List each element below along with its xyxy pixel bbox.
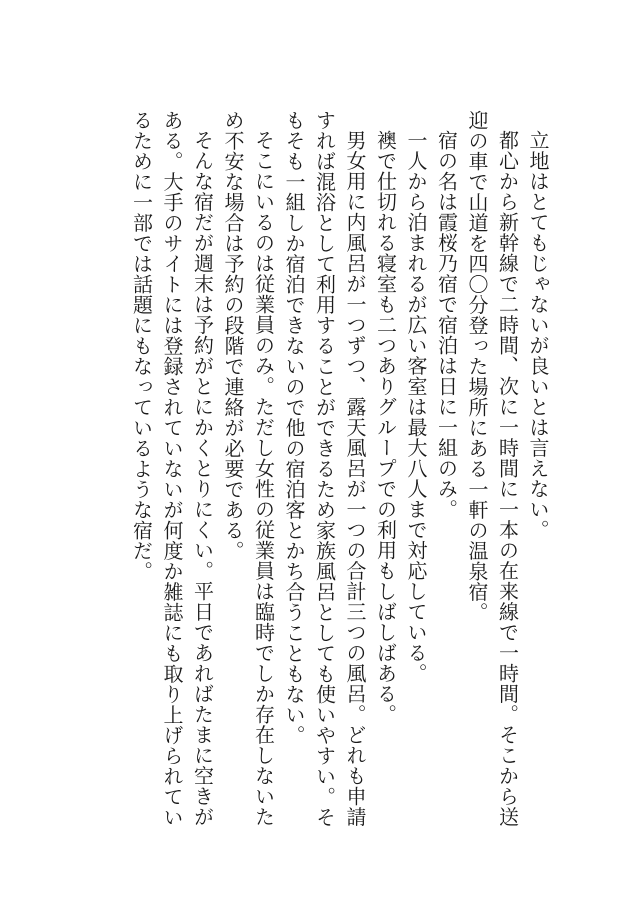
paragraph-4: 一人から泊まれるが広い客室は最大八人まで対応している。: [404, 130, 428, 684]
paragraph-6: 男女用に内風呂が一つずつ、露天風呂が一つの合計三つの風呂。どれも申請すれば混浴として利用することができるため家族風呂としても使いやすい。そもそも一組しか宿泊できないので他の宿泊客とかち合うこともない。: [282, 110, 367, 828]
paragraph-8: そんな宿だが週末は予約がとにかくとりにくい。平日であればたまに空きがある。大手のサイトには登録されていないが何度か雑誌にも取り上げられているために一部では話題にもなっているような宿だ。: [129, 110, 215, 828]
paragraph-3: 宿の名は霞桜乃宿で宿泊は日に一組のみ。: [434, 130, 459, 520]
paragraph-1: 立地はとてもじゃないが良いとは言えない。: [526, 130, 550, 540]
paragraph-5: 襖で仕切れる寝室も二つありグループでの利用もしばしばある。: [373, 130, 398, 725]
paragraph-2: 都心から新幹線で二時間、次に一時間に一本の在来線で一時間。そこから送迎の車で山道を四〇分登った場所にある一軒の温泉宿。: [465, 110, 520, 827]
paragraph-7: そこにいるのは従業員のみ。ただし女性の従業員は臨時でしか存在しないため不安な場合は予約の段階で連絡が必要である。: [221, 110, 276, 827]
vertical-text-body: [126, 110, 553, 830]
